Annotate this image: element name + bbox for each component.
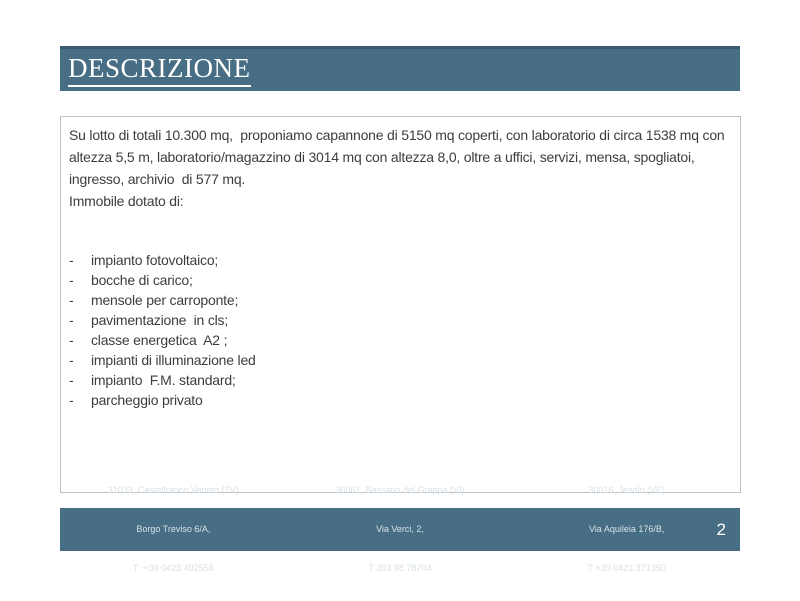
office-phone-line: T +39 0423 492558 — [133, 563, 214, 573]
office-bassano — [287, 458, 514, 601]
office-jesolo — [513, 458, 740, 601]
dash-marker: - — [69, 352, 74, 368]
feature-item — [69, 270, 730, 290]
feature-text: classe energetica A2 ; — [91, 332, 228, 348]
feature-text: impianti di illuminazione led — [91, 352, 256, 368]
page-title: DESCRIZIONE — [68, 55, 251, 87]
feature-item — [69, 290, 730, 310]
office-phone-line: T 393 98 78704 — [368, 563, 432, 573]
office-address-line: Via Aquileia 176/B, — [588, 524, 665, 534]
office-address-line: 36061, Bassano del Grappa (VI) — [335, 485, 465, 495]
feature-text: parcheggio privato — [91, 392, 203, 408]
description-subheading: Immobile dotato di: — [69, 193, 184, 209]
dash-marker: - — [69, 332, 74, 348]
office-address-line: Via Verci, 2, — [376, 524, 424, 534]
office-address-line: 31033, Castelfranco Veneto (TV) — [107, 485, 239, 495]
features-list — [69, 250, 730, 410]
dash-marker: - — [69, 312, 74, 328]
feature-text: pavimentazione in cls; — [91, 312, 229, 328]
feature-text: bocche di carico; — [91, 272, 193, 288]
office-address-line: Borgo Treviso 6/A, — [136, 524, 211, 534]
dash-marker: - — [69, 392, 74, 408]
feature-item — [69, 330, 730, 350]
feature-item — [69, 310, 730, 330]
feature-text: impianto F.M. standard; — [91, 372, 236, 388]
feature-item — [69, 350, 730, 370]
dash-marker: - — [69, 292, 74, 308]
dash-marker: - — [69, 252, 74, 268]
feature-item — [69, 250, 730, 270]
footer-bar — [60, 485, 740, 573]
description-box — [60, 116, 741, 493]
dash-marker: - — [69, 372, 74, 388]
office-phone-line: T +39 0421 371350 — [587, 563, 666, 573]
feature-item — [69, 390, 730, 410]
feature-text: impianto fotovoltaico; — [91, 252, 219, 268]
dash-marker: - — [69, 272, 74, 288]
feature-text: mensole per carroponte; — [91, 292, 239, 308]
office-castelfranco — [60, 458, 287, 601]
description-paragraph: Su lotto di totali 10.300 mq, proponiamo capannone di 5150 mq coperti, con laboratorio di circa 1538 mq con altezza 5,5 m, laboratorio/magazzino di 3014 mq con altezza 8,0, oltre a uffici, servizi, mensa, spogliatoi, ingresso, archivio di 577 mq. — [69, 127, 729, 187]
office-address-line: 30016, Jesolo (VE) — [588, 485, 665, 495]
title-banner — [60, 46, 740, 91]
feature-item — [69, 370, 730, 390]
page-number: 2 — [716, 519, 726, 539]
